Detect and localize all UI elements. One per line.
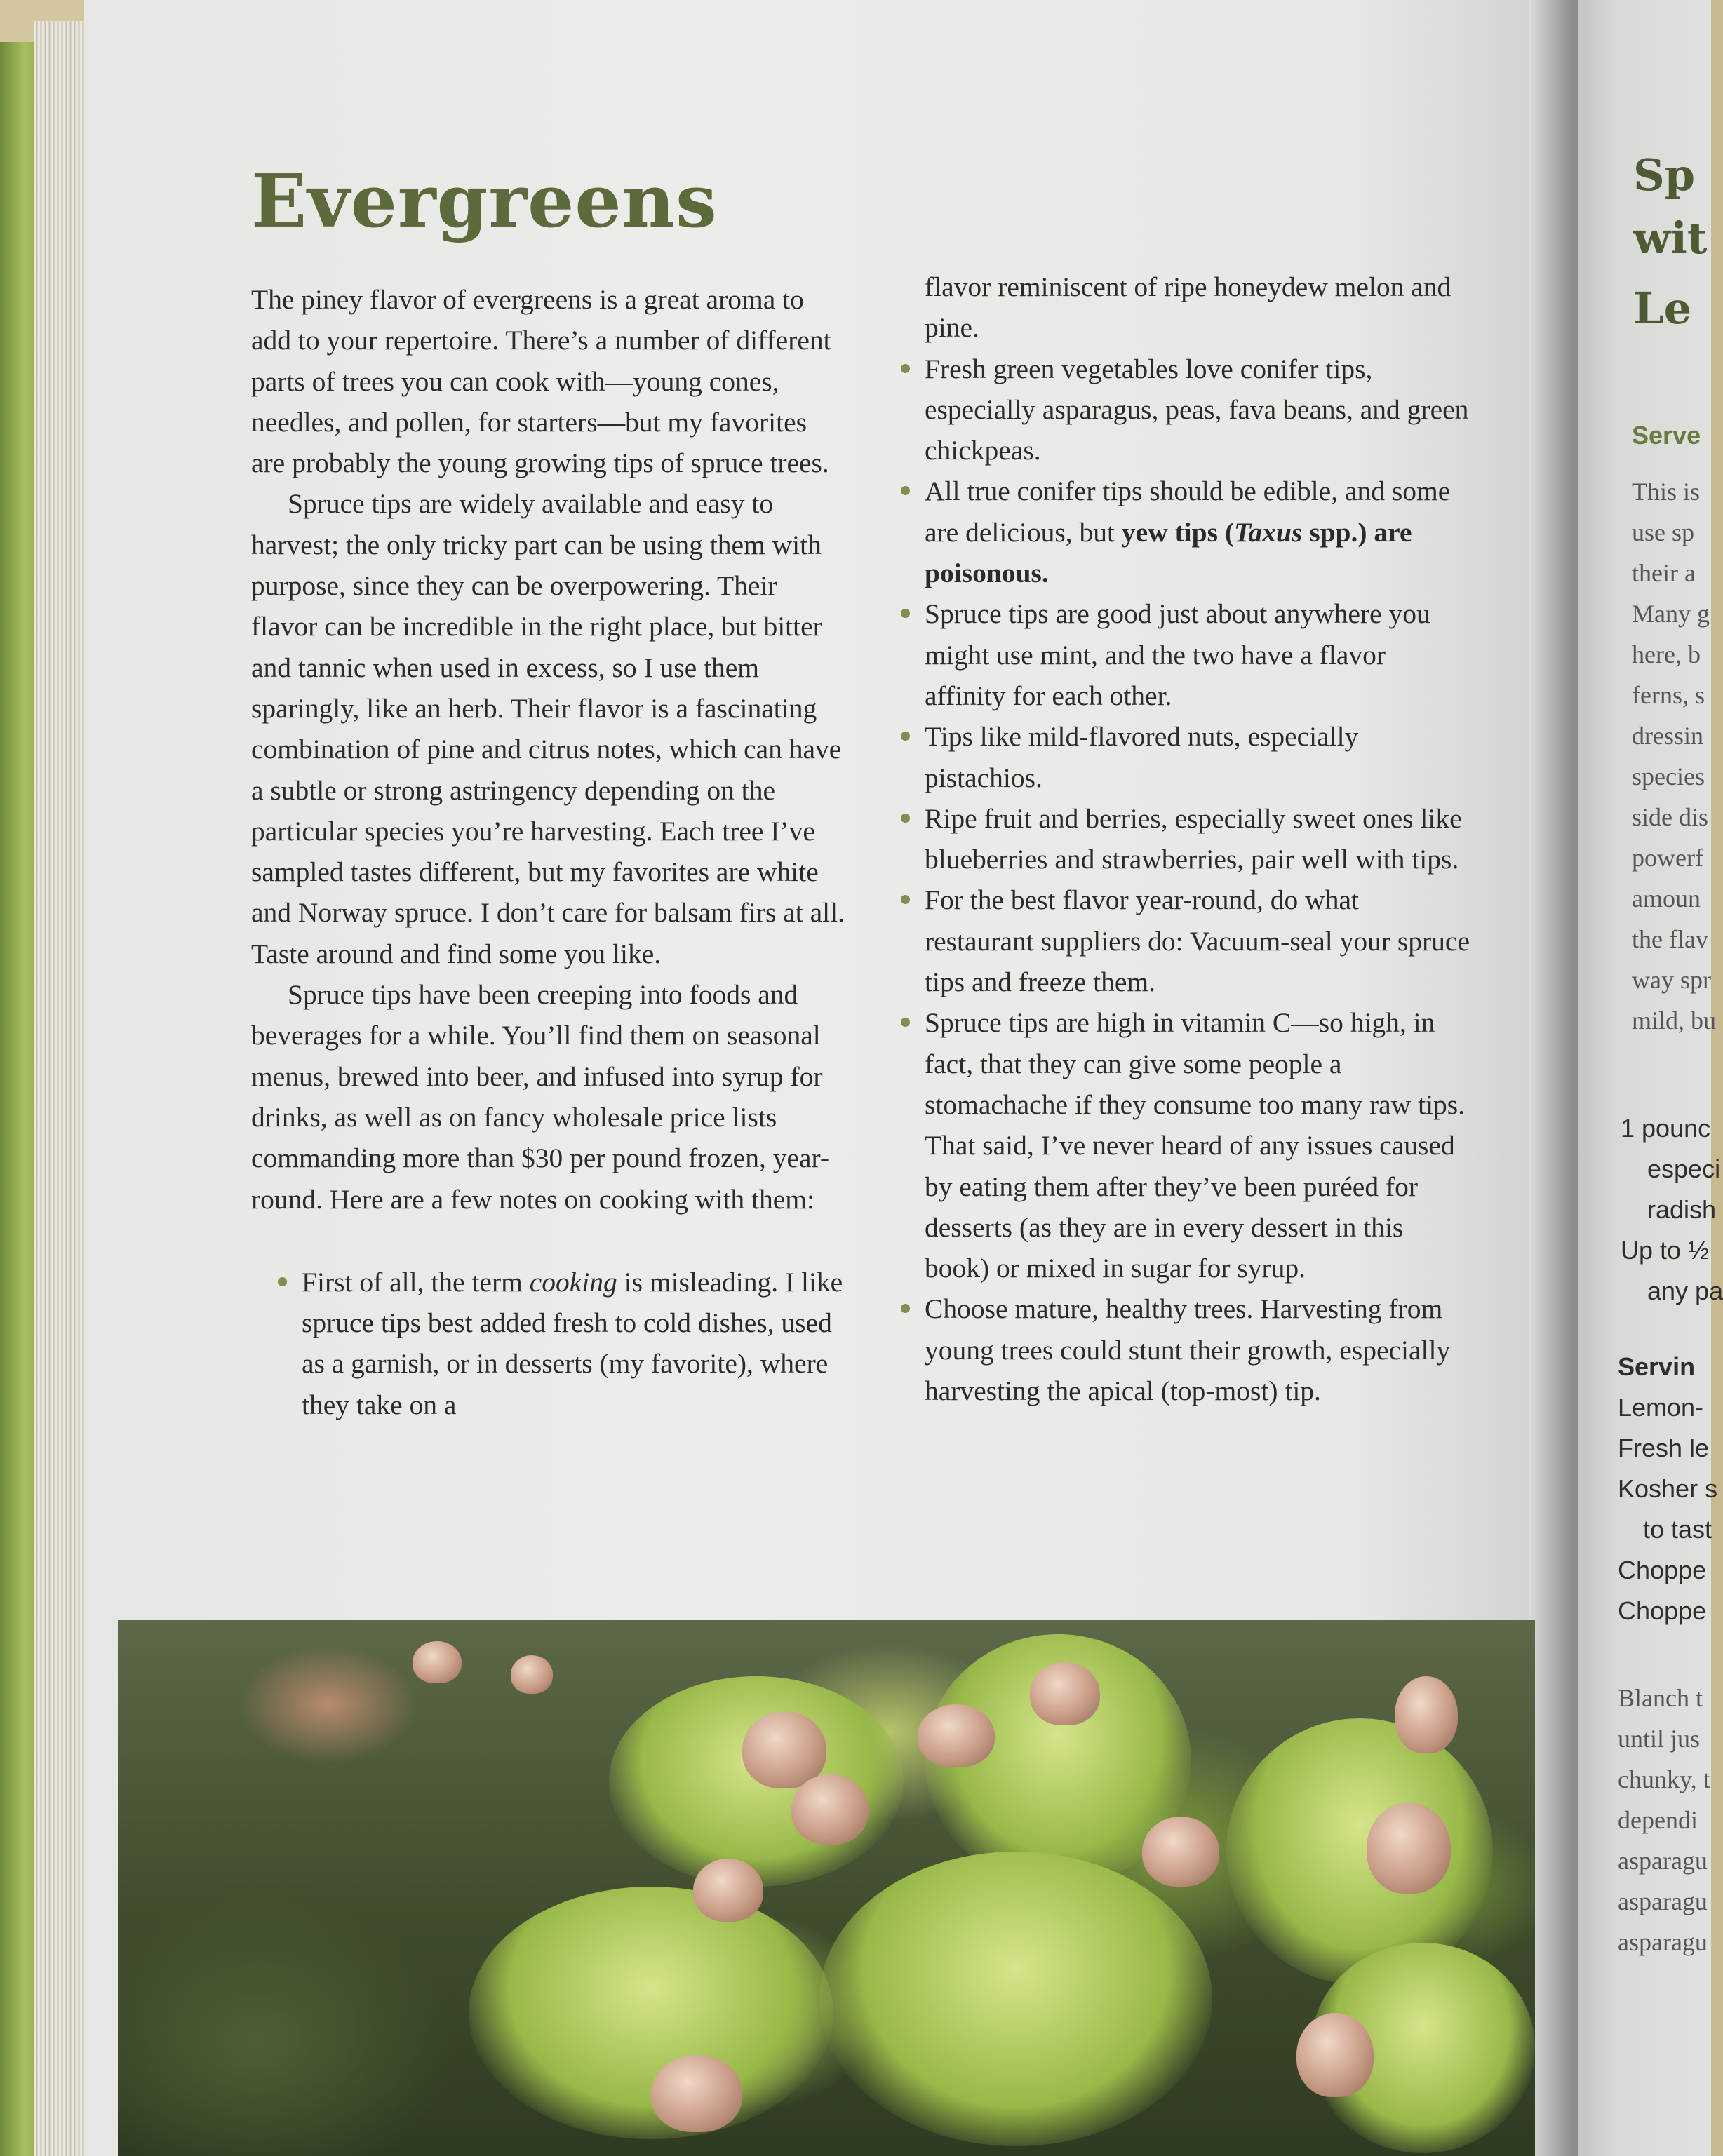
method-line: chunky, t (1618, 1765, 1710, 1793)
bud (1142, 1817, 1219, 1887)
list-item: Tips like mild-flavored nuts, especially pistachios. (925, 716, 1472, 798)
intro-line: way spr (1632, 966, 1711, 994)
bud (511, 1655, 553, 1694)
list-item: Fresh green vegetables love conifer tips, especially asparagus, peas, fava beans, and green chickpeas. (925, 349, 1472, 471)
emphasis: cooking (529, 1266, 617, 1298)
serving-item: Choppe (1618, 1596, 1707, 1625)
recipe-title-line: Le (1633, 283, 1692, 334)
ingredient-line: radish (1647, 1195, 1717, 1224)
list-item (302, 1262, 847, 1425)
bud (1296, 2013, 1374, 2097)
bud (1030, 1662, 1100, 1725)
page-title: Evergreens (251, 158, 718, 244)
list-item: Choose mature, healthy trees. Harvesting from young trees could stunt their growth, especially harvesting the apical (top-most) tip. (925, 1288, 1472, 1411)
bullet-list (251, 1262, 847, 1425)
intro-line: side dis (1632, 803, 1709, 831)
ingredient-line: especi (1647, 1154, 1721, 1183)
paragraph: Spruce tips have been creeping into foods and beverages for a while. You’ll find them on seasonal menus, brewed into beer, and infused into syrup for drinks, as well as on fancy wholesale price lists commanding more than $30 per pound frozen, year-round. Here are a few notes on cooking with them: (251, 979, 830, 1215)
serving-item: Fresh le (1618, 1434, 1710, 1462)
bud (1367, 1803, 1451, 1894)
spruce-tuft (1226, 1718, 1493, 1985)
intro-line: powerf (1632, 844, 1703, 872)
intro-line: species (1632, 762, 1705, 790)
bud (413, 1641, 462, 1683)
intro-line: the flav (1632, 925, 1708, 953)
left-column (251, 279, 847, 1425)
recipe-title-line: wit (1633, 213, 1708, 264)
species-name: Taxus (1234, 516, 1303, 548)
list-item: Ripe fruit and berries, especially sweet ones like blueberries and strawberries, pair well with tips. (925, 798, 1472, 880)
warning-bold: yew tips ( (1121, 516, 1234, 548)
list-item: Spruce tips are high in vitamin C—so high, in fact, that they can give some people a stomachache if they consume too many raw tips. That said, I’ve never heard of any issues caused by eating them after they’ve been puréed for desserts (as they are in every dessert in this book) or mixed in sugar for syrup. (925, 1002, 1472, 1288)
paragraph: Spruce tips are widely available and easy to harvest; the only tricky part can be using them with purpose, since they can be overpowering. Their flavor can be incredible in the right place, but bitter and tannic when used in excess, so I use them sparingly, like an herb. Their flavor is a fascinating combination of pine and citrus notes, which can have a subtle or strong astringency depending on the particular species you’re harvesting. Each tree I’ve sampled tastes different, but my favorites are white and Norway spruce. I don’t care for balsam firs at all. Taste around and find some you like. (251, 488, 845, 969)
method-line: asparagu (1618, 1887, 1708, 1915)
serving-item: to tast (1643, 1515, 1712, 1544)
spruce-tips-photo (118, 1620, 1535, 2156)
intro-line: here, b (1632, 640, 1701, 668)
list-item (925, 471, 1472, 593)
intro-line: ferns, s (1632, 681, 1705, 709)
list-item: For the best flavor year-round, do what restaurant suppliers do: Vacuum-seal your spruce tips and freeze them. (925, 880, 1472, 1002)
ingredient-line: Up to ½ (1621, 1236, 1710, 1265)
serving-item: Kosher s (1618, 1474, 1718, 1503)
method-line: dependi (1618, 1806, 1698, 1834)
serving-item: Lemon- (1618, 1393, 1704, 1422)
method-line: Blanch t (1618, 1684, 1703, 1712)
bud (1395, 1676, 1458, 1753)
intro-line: mild, bu (1632, 1006, 1717, 1035)
intro-line: their a (1632, 559, 1696, 587)
method-line: asparagu (1618, 1847, 1708, 1875)
bud (651, 2055, 742, 2132)
serving-item: Choppe (1618, 1556, 1707, 1584)
ingredient-line: any pa (1647, 1276, 1723, 1305)
text-run: is misleading. I like spruce tips best added fresh to cold dishes, used as a garnish, or in desserts (my favorite), where they take on a (302, 1266, 843, 1420)
recipe-title-line: Sp (1633, 149, 1696, 201)
bud (918, 1704, 995, 1767)
list-item: Spruce tips are good just about anywhere you might use mint, and the two have a flavor affinity for each other. (925, 593, 1472, 716)
warning-bold: spp.) are poisonous. (925, 516, 1412, 589)
text-run: First of all, the term (302, 1266, 530, 1298)
serves-label: Serve (1632, 421, 1701, 450)
intro-line: This is (1632, 478, 1701, 506)
paragraph: The piney flavor of evergreens is a great aroma to add to your repertoire. There’s a number of different parts of trees you can cook with—young cones, needles, and pollen, for starters—but my favorites are probably the young growing tips of spruce trees. (251, 284, 831, 479)
right-column (925, 267, 1472, 1411)
next-page (1578, 0, 1723, 2156)
serving-heading: Servin (1618, 1352, 1696, 1381)
spruce-tuft (819, 1852, 1212, 2146)
ingredient-line: 1 pounc (1621, 1114, 1711, 1143)
method-line: asparagu (1618, 1928, 1708, 1956)
intro-line: use sp (1632, 518, 1694, 546)
bud (693, 1859, 763, 1922)
intro-line: amoun (1632, 884, 1701, 912)
intro-line: Many g (1632, 600, 1710, 628)
bud (791, 1774, 869, 1845)
paragraph: flavor reminiscent of ripe honeydew melon and pine. (925, 271, 1452, 344)
bullet-list (925, 349, 1472, 1412)
spruce-tuft (609, 1676, 904, 1887)
text-run: All true conifer tips should be edible, and some are delicious, but (925, 476, 1451, 548)
intro-line: dressin (1632, 722, 1703, 750)
method-line: until jus (1618, 1725, 1701, 1753)
